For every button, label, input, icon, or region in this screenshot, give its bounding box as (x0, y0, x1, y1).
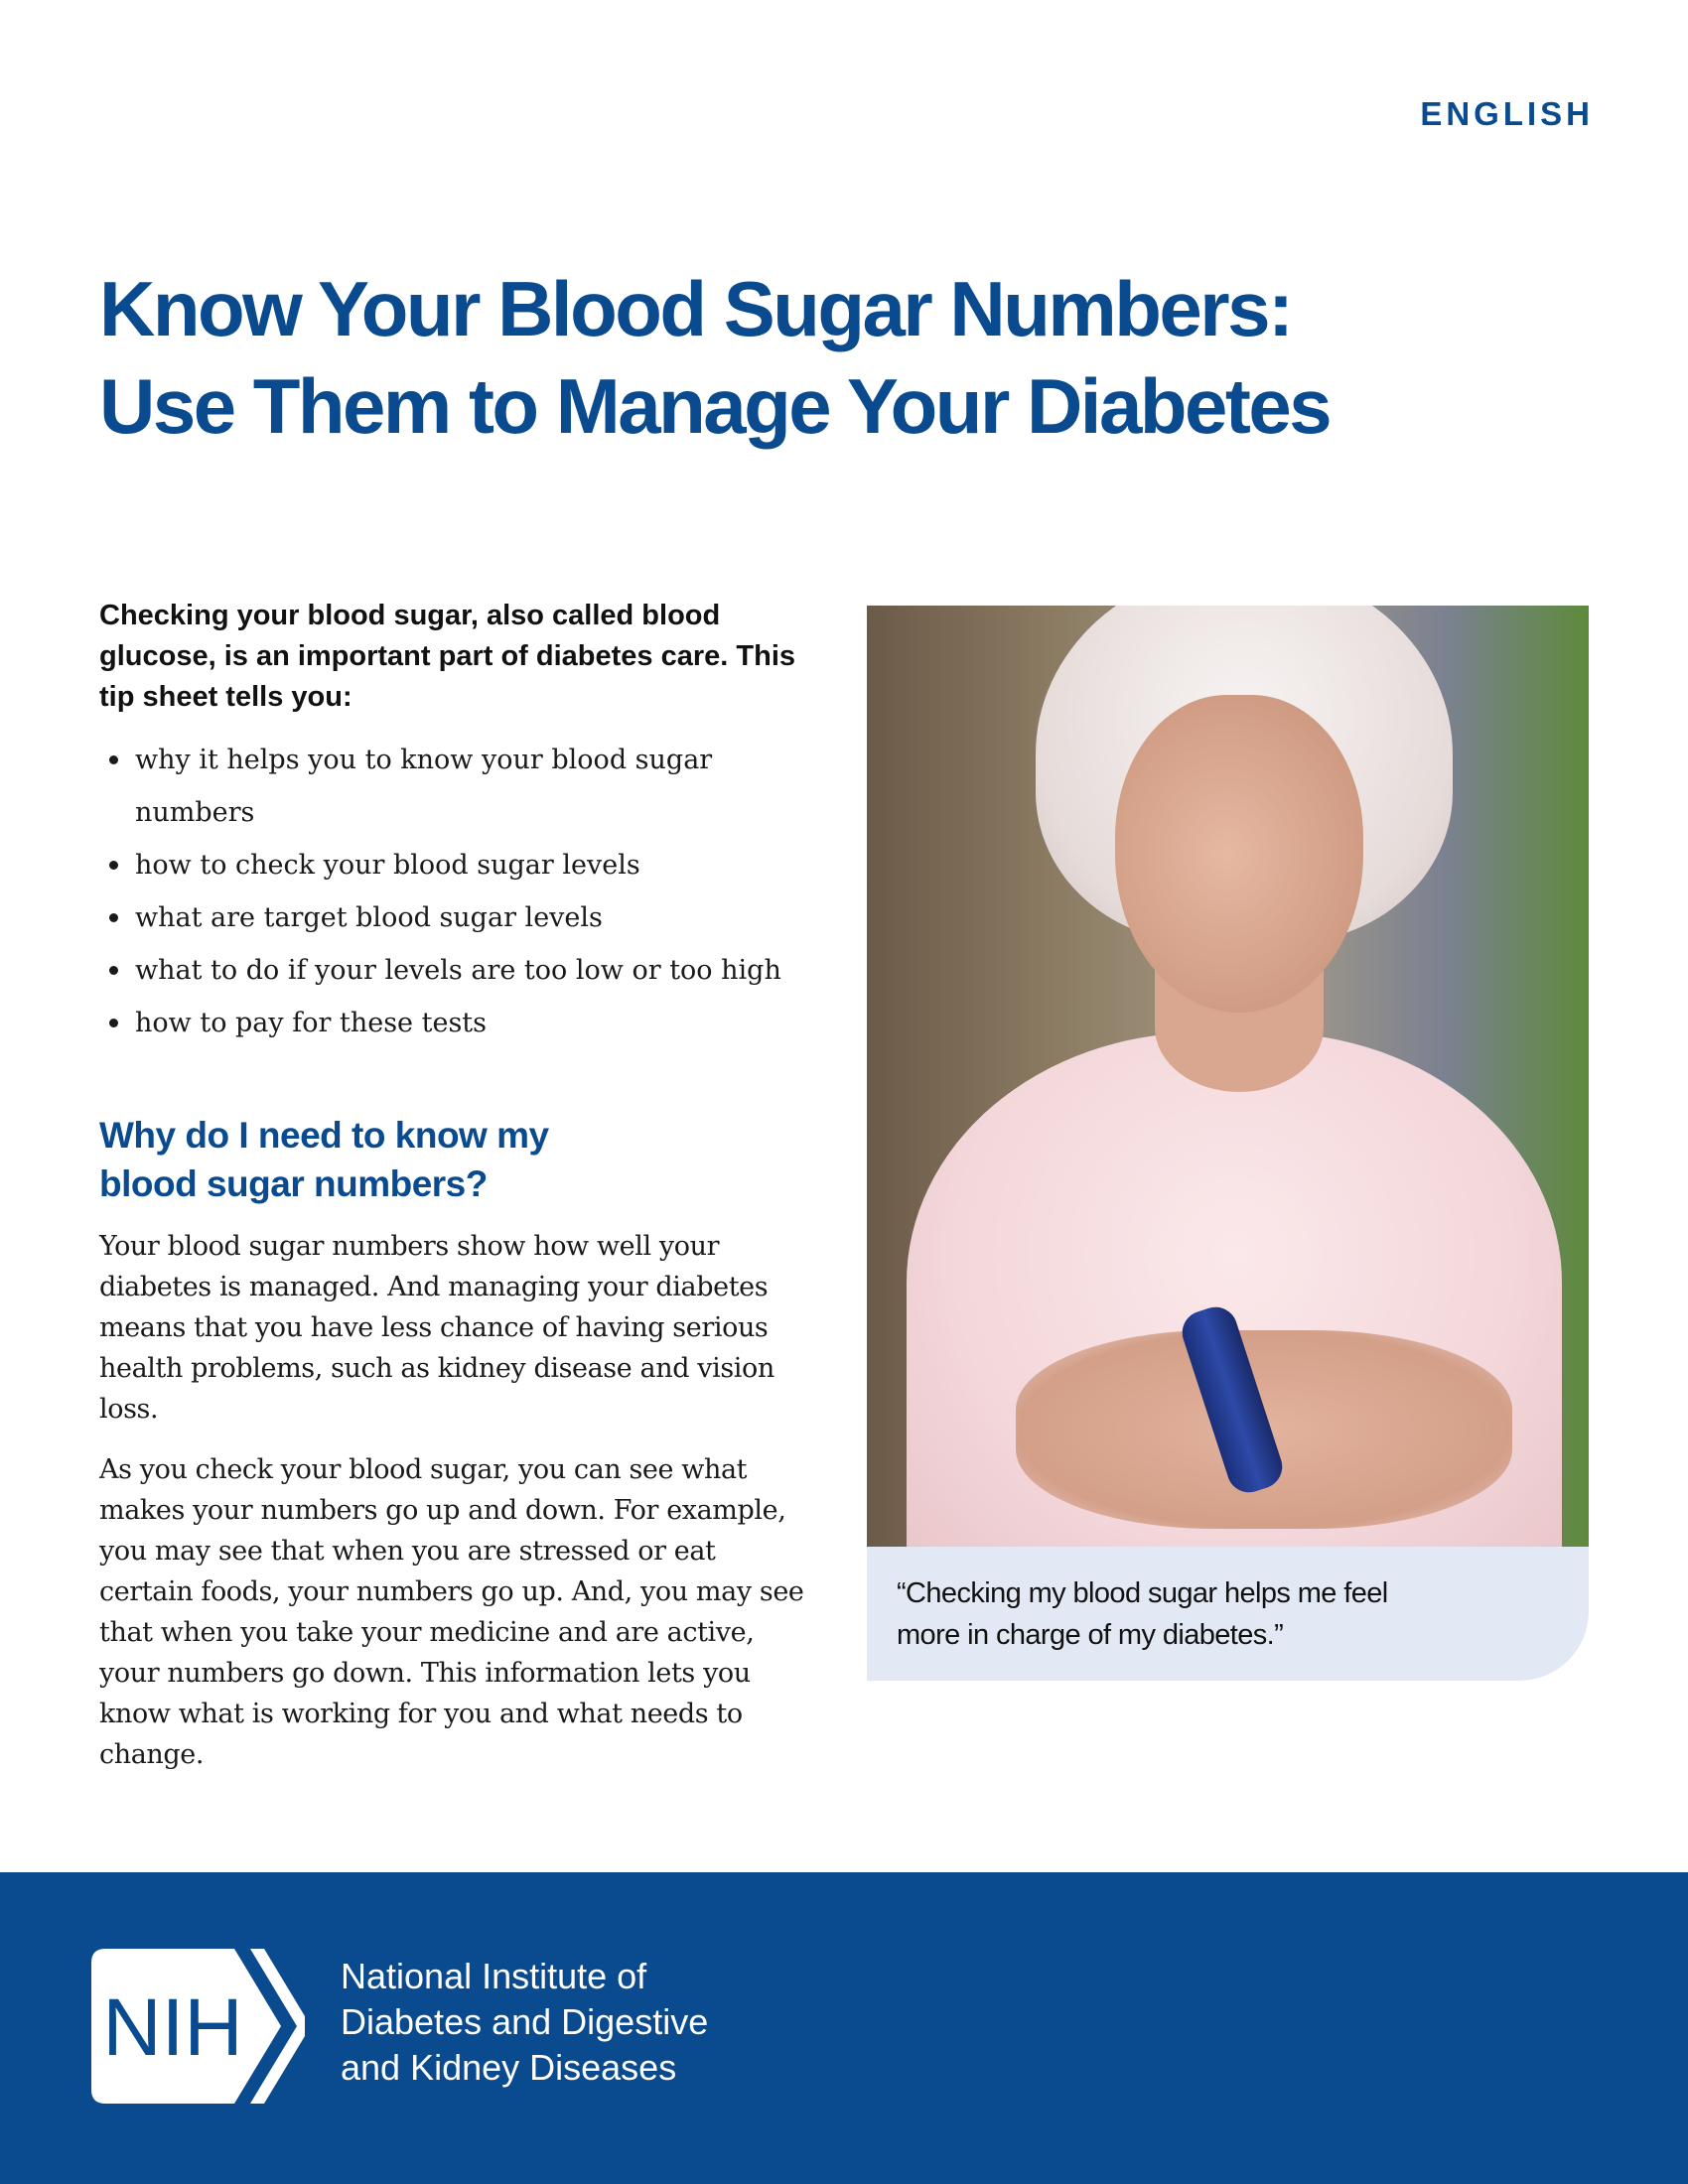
page-title-line-1: Know Your Blood Sugar Numbers: (99, 265, 1292, 352)
language-label: ENGLISH (1420, 95, 1594, 132)
photo-face-shape (1115, 695, 1363, 1013)
list-item (99, 997, 814, 1049)
list-item-text: how to check your blood sugar levels (135, 850, 640, 881)
nih-logo-text: NIH (102, 1982, 243, 2073)
list-item (99, 891, 814, 944)
agency-name (341, 1954, 708, 2091)
caption-line-1: “Checking my blood sugar helps me feel (897, 1577, 1388, 1609)
page-title-line-2: Use Them to Manage Your Diabetes (99, 362, 1331, 450)
list-item (99, 839, 814, 891)
list-item-text: why it helps you to know your blood sugar numbers (135, 745, 713, 828)
list-item (99, 734, 814, 839)
list-item (99, 944, 814, 997)
list-item-text: what to do if your levels are too low or too high (135, 955, 781, 986)
list-item-text: what are target blood sugar levels (135, 902, 603, 933)
agency-name-line-1: National Institute of (341, 1956, 647, 1996)
section-heading: Why do I need to know my blood sugar numbers? (99, 1115, 549, 1204)
list-item-text: how to pay for these tests (135, 1008, 488, 1038)
bullet-icon (109, 966, 118, 975)
body-paragraph: Your blood sugar numbers show how well your diabetes is managed. And managing your diabetes means that you have less chance of having serious health problems, such as kidney disease and vision loss. (99, 1231, 774, 1425)
agency-name-line-2: Diabetes and Digestive (341, 2001, 709, 2042)
caption-line-2: more in charge of my diabetes.” (897, 1619, 1284, 1651)
footer-banner (0, 1872, 1688, 2184)
agency-name-line-3: and Kidney Diseases (341, 2047, 677, 2088)
photo-caption (867, 1547, 1589, 1681)
intro-text: Checking your blood sugar, also called blood glucose, is an important part of diabetes care. This tip sheet tells you: (99, 600, 795, 713)
nih-logo (91, 1949, 305, 2104)
main-text-column (99, 596, 814, 1795)
tip-list (99, 734, 814, 1049)
page-title (99, 260, 1539, 455)
bullet-icon (109, 755, 118, 764)
bullet-icon (109, 1019, 118, 1027)
woman-checking-blood-sugar-photo (867, 606, 1589, 1547)
bullet-icon (109, 913, 118, 922)
body-paragraph: As you check your blood sugar, you can see what makes your numbers go up and down. For example, you may see that when you are stressed or eat certain foods, your numbers go up. And, you may see that when you take your medicine and are active, your numbers go down. This information lets you know what is working for you and what needs to change. (99, 1454, 804, 1770)
bullet-icon (109, 861, 118, 870)
